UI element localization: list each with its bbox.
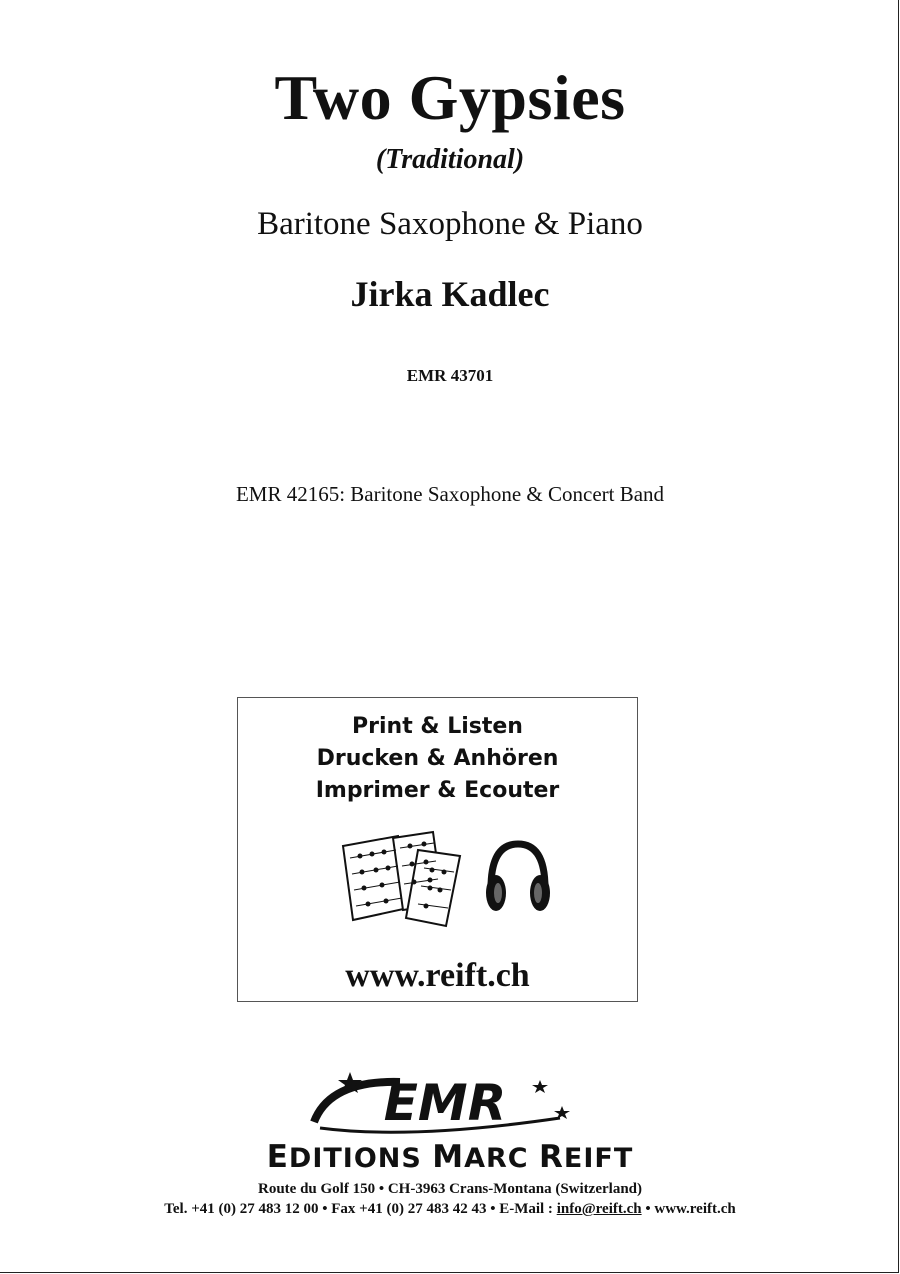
catalog-number: EMR 43701 (406, 366, 494, 385)
publisher-contact: Tel. +41 (0) 27 483 12 00 • Fax +41 (0) 27 483 42 43 • E-Mail : info@reift.ch • www.reift.ch (164, 1201, 736, 1217)
score-title: Two Gypsies (274, 62, 626, 133)
promo-line-german: Drucken & Anhören (316, 746, 559, 771)
logo-lettering: EMR (383, 1074, 507, 1132)
promo-line-french: Imprimer & Ecouter (315, 778, 560, 803)
email-link[interactable]: info@reift.ch (556, 1201, 642, 1217)
related-edition: EMR 42165: Baritone Saxophone & Concert Band (235, 482, 665, 506)
score-subtitle: (Traditional) (375, 144, 525, 175)
sheet-music-icon (338, 828, 468, 928)
emr-logo (300, 1070, 590, 1142)
headphones-icon (483, 838, 553, 918)
promo-website-link[interactable]: www.reift.ch (345, 957, 530, 994)
promo-line-english: Print & Listen (352, 714, 523, 739)
print-listen-box (237, 697, 638, 1002)
publisher-name: EDITIONS MARC REIFT (266, 1139, 634, 1175)
publisher-address: Route du Golf 150 • CH-3963 Crans-Montana (Switzerland) (258, 1181, 642, 1197)
composer-name: Jirka Kadlec (350, 274, 550, 314)
instrumentation: Baritone Saxophone & Piano (257, 206, 643, 242)
